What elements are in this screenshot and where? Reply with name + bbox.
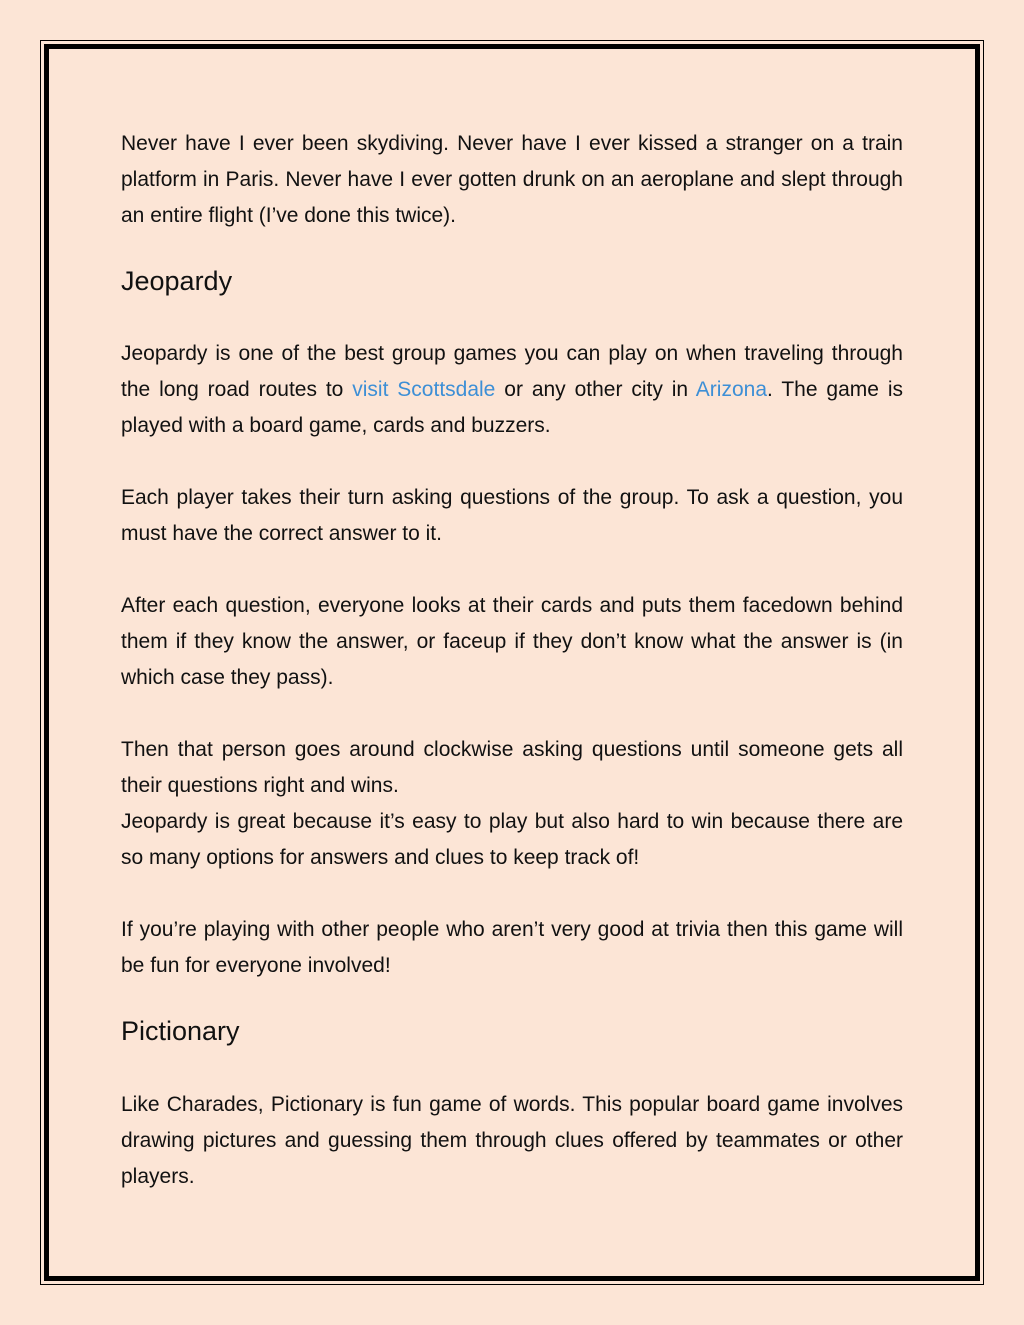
arizona-link[interactable]: Arizona <box>695 378 767 401</box>
intro-paragraph: Never have I ever been skydiving. Never have I ever kissed a stranger on a train platform in Paris. Never have I ever gotten drunk on an aeroplane and slept through an entire flight (I’ve done this twice). <box>121 132 903 227</box>
visit-scottsdale-link[interactable]: visit Scottsdale <box>352 378 496 401</box>
jeopardy-paragraph-6: If you’re playing with other people who aren’t very good at trivia then this game will be fun for everyone involved! <box>121 918 903 977</box>
jeopardy-p1-text-a: Jeopardy is one of the best group games you can play on when traveling through the long road routes to <box>121 342 903 401</box>
pictionary-heading: Pictionary <box>121 1016 240 1046</box>
jeopardy-paragraph-4: Then that person goes around clockwise asking questions until someone gets all their questions right and wins. <box>121 738 903 797</box>
jeopardy-paragraph-2: Each player takes their turn asking questions of the group. To ask a question, you must have the correct answer to it. <box>121 486 903 545</box>
jeopardy-paragraph-5: Jeopardy is great because it’s easy to play but also hard to win because there are so many options for answers and clues to keep track of! <box>121 810 903 869</box>
jeopardy-heading: Jeopardy <box>121 266 233 296</box>
jeopardy-p1-text-c: . The game is played with a board game, cards and buzzers. <box>121 378 904 437</box>
jeopardy-paragraph-1 <box>121 336 903 444</box>
document-body <box>121 126 903 1195</box>
jeopardy-p1-text-b: or any other city in <box>495 378 696 401</box>
jeopardy-paragraph-3: After each question, everyone looks at their cards and puts them facedown behind them if they know the answer, or faceup if they don’t know what the answer is (in which case they pass). <box>121 594 903 689</box>
pictionary-paragraph-1: Like Charades, Pictionary is fun game of words. This popular board game involves drawing pictures and guessing them through clues offered by teammates or other players. <box>121 1093 903 1188</box>
